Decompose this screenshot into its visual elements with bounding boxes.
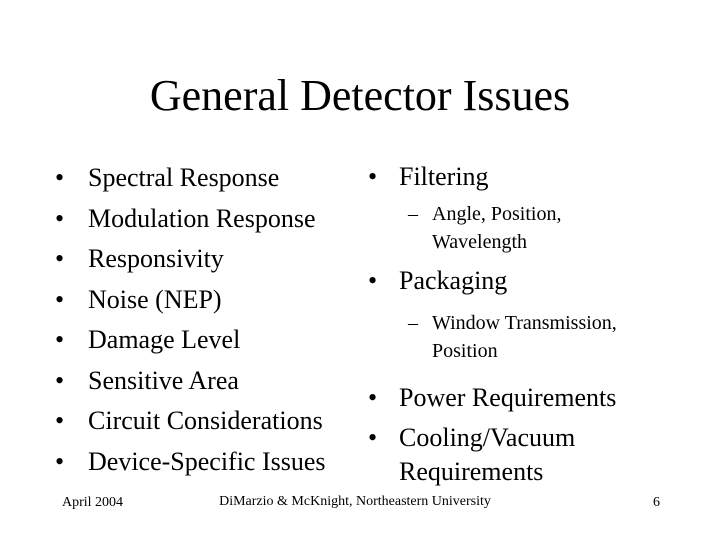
bullet-icon: • (55, 325, 65, 354)
list-item (55, 322, 326, 363)
list-item (55, 282, 326, 323)
bullet-text: Circuit Considerations (88, 406, 323, 435)
list-item (55, 241, 326, 282)
footer-credit: DiMarzio & McKnight, Northeastern University (219, 494, 491, 509)
bullet-text: Device-Specific Issues (88, 446, 326, 476)
bullet-icon: • (55, 365, 65, 395)
list-item-power (368, 381, 698, 415)
page-number: 6 (653, 495, 660, 510)
bullet-icon: • (368, 162, 378, 191)
bullet-text: Noise (NEP) (88, 284, 222, 314)
slide-title: General Detector Issues (149, 71, 571, 120)
bullet-icon: • (368, 383, 378, 412)
list-item (55, 444, 326, 485)
bullet-icon: • (55, 163, 65, 192)
dash-icon: – (408, 312, 418, 334)
bullet-text: Sensitive Area (88, 365, 239, 395)
list-item-cooling (368, 421, 698, 489)
sub-item-line: Position (432, 340, 498, 362)
bullet-icon: • (55, 284, 65, 314)
list-item-filtering (368, 160, 698, 194)
bullet-text: Modulation Response (88, 203, 316, 233)
bullet-text: Spectral Response (88, 163, 280, 192)
bullet-icon: • (55, 203, 65, 233)
list-item (55, 160, 326, 201)
list-item-packaging (368, 264, 698, 298)
bullet-text-line: Requirements (399, 457, 544, 486)
bullet-icon: • (55, 244, 65, 273)
sub-item-line: Wavelength (432, 231, 528, 253)
bullet-icon: • (55, 446, 65, 476)
footer-date: April 2004 (62, 495, 124, 510)
bullet-text: Damage Level (88, 325, 241, 354)
dash-icon: – (408, 203, 418, 225)
bullet-text: Power Requirements (399, 383, 617, 412)
sub-item (368, 200, 698, 256)
right-bullet-column (368, 160, 698, 489)
sub-item-line: Angle, Position, (432, 203, 562, 225)
list-item (55, 403, 326, 444)
bullet-icon: • (368, 423, 378, 452)
sub-item-line: Window Transmission, (432, 312, 617, 334)
bullet-text-line: Cooling/Vacuum (399, 423, 576, 452)
bullet-icon: • (55, 406, 65, 435)
bullet-text: Filtering (399, 162, 489, 191)
bullet-icon: • (368, 266, 378, 295)
bullet-text: Responsivity (88, 244, 224, 273)
sub-item (368, 309, 698, 365)
bullet-text: Packaging (399, 266, 508, 295)
left-bullet-list (55, 160, 326, 484)
list-item (55, 201, 326, 242)
list-item (55, 363, 326, 404)
